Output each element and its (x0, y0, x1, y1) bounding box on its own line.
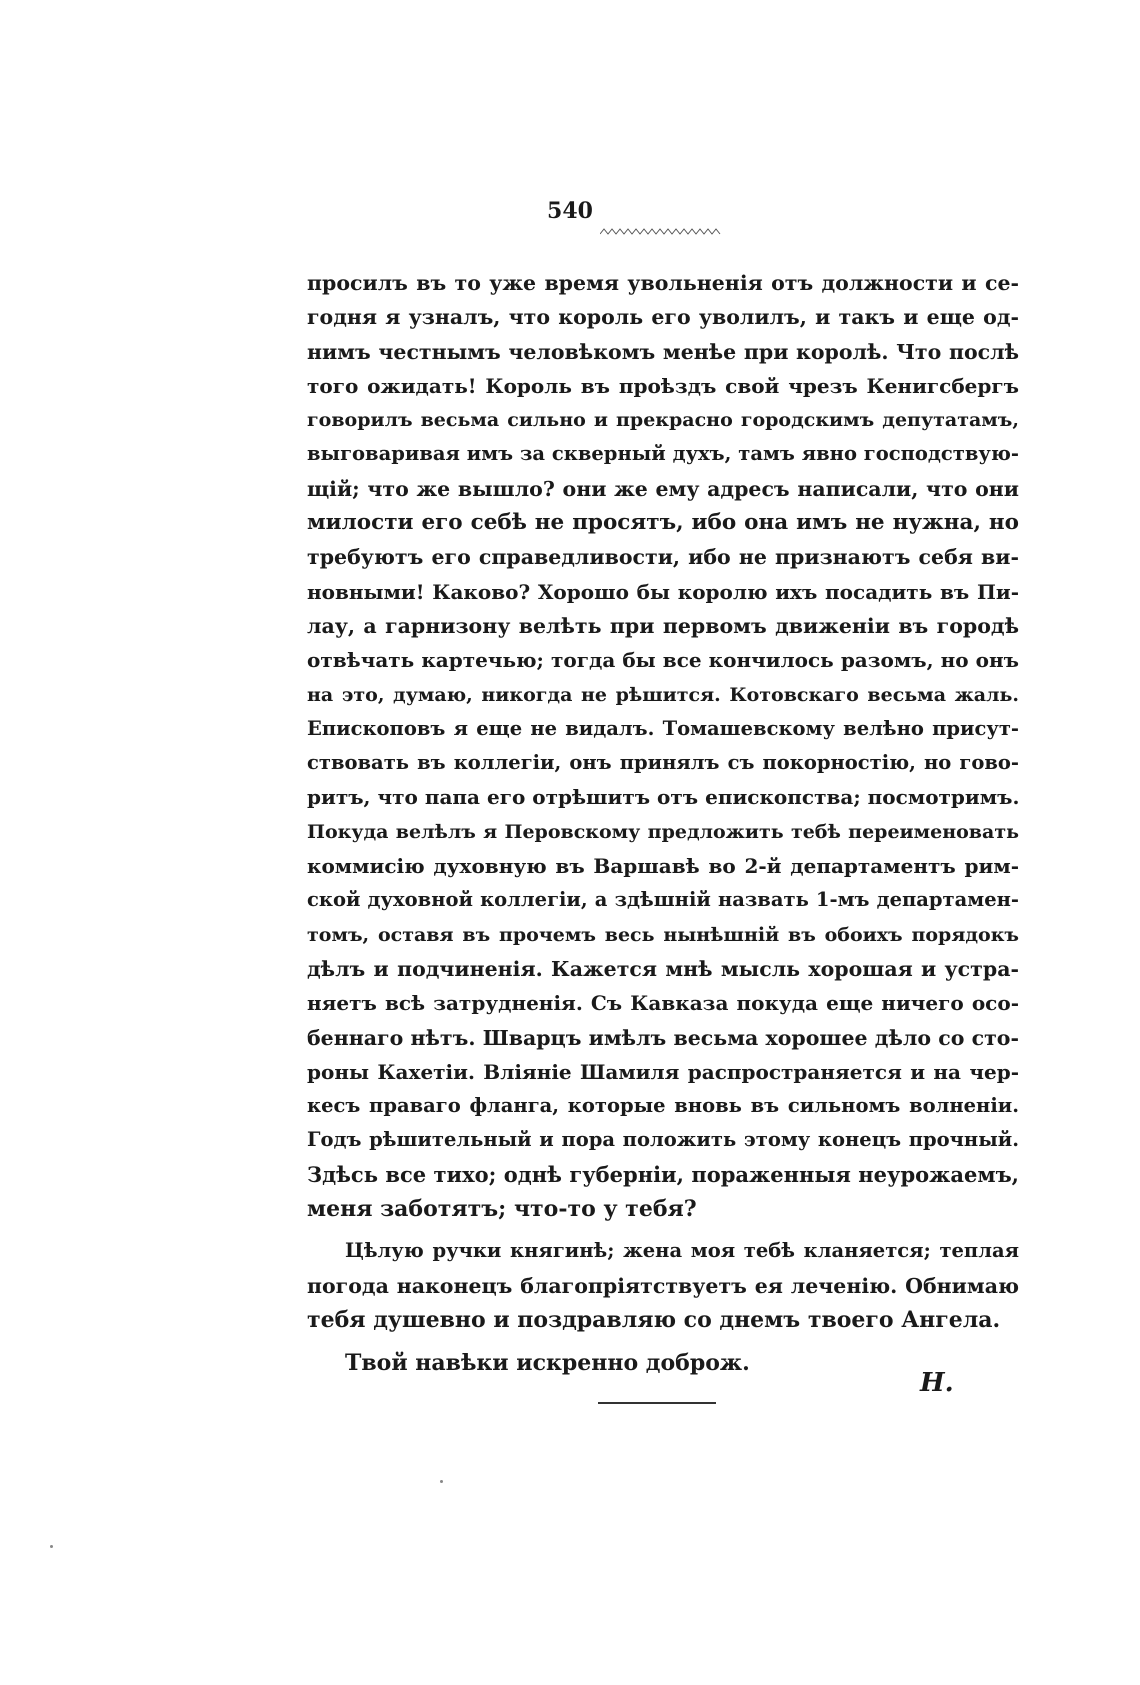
end-rule (598, 1402, 716, 1404)
text-line: Епископовъ я еще не видалъ. Томашевскому велѣно присут- (307, 716, 1019, 740)
text-line: нимъ честнымъ человѣкомъ менѣе при королѣ. Что послѣ (307, 339, 1019, 364)
text-line: того ожидать! Король въ проѣздъ свой чрезъ Кенигсбергъ (307, 373, 1019, 398)
page-number-ornament (600, 226, 724, 236)
text-line: беннаго нѣтъ. Шварцъ имѣлъ весьма хорошее дѣло со сто- (307, 1025, 1019, 1050)
text-line: лау, а гарнизону велѣть при первомъ движеніи въ городѣ (307, 613, 1019, 638)
text-line: ствовать въ коллегіи, онъ принялъ съ покорностію, но гово- (307, 751, 1019, 775)
text-line: роны Кахетіи. Вліяніе Шамиля распространяется и на чер- (307, 1059, 1019, 1084)
text-line: ской духовной коллегіи, а здѣшній назвать 1-мъ департамен- (307, 888, 1019, 912)
text-line: выговаривая имъ за скверный духъ, тамъ явно господствую- (307, 442, 1019, 466)
text-line: Годъ рѣшительный и пора положить этому конецъ прочный. (307, 1128, 1019, 1152)
text-line: Здѣсь все тихо; однѣ губерніи, пораженныя неурожаемъ, (307, 1161, 1019, 1187)
text-line: кесъ праваго фланга, которые вновь въ сильномъ волненіи. (307, 1094, 1019, 1118)
text-line: годня я узналъ, что король его уволилъ, и такъ и еще од- (307, 305, 1019, 330)
text-line: тебя душевно и поздравляю со днемъ твоего Ангела. (307, 1306, 1001, 1333)
text-line: просилъ въ то уже время увольненія отъ должности и се- (307, 271, 1019, 295)
paragraph-2 (307, 1234, 1019, 1337)
margin-speck (50, 1545, 53, 1548)
closing-salutation: Твой навѣки искренно доброж. (345, 1350, 750, 1376)
signature: Н. (920, 1368, 954, 1398)
text-line: погода наконецъ благопріятствуетъ ея леченію. Обнимаю (307, 1273, 1019, 1298)
text-line: на это, думаю, никогда не рѣшится. Котовскаго весьма жаль. (307, 683, 1019, 706)
paragraph-1 (307, 266, 1019, 1226)
text-line: Цѣлую ручки княгинѣ; жена моя тебѣ кланяется; теплая (345, 1239, 1019, 1263)
letter-body (307, 266, 1019, 1337)
closing-block (345, 1346, 985, 1386)
text-line: милости его себѣ не просятъ, ибо она имъ не нужна, но (307, 510, 1019, 536)
text-line: меня заботятъ; что-то у тебя? (307, 1196, 697, 1223)
text-line: Покуда велѣлъ я Перовскому предложить тебѣ переименовать (307, 820, 1019, 843)
text-line: дѣлъ и подчиненія. Кажется мнѣ мысль хорошая и устра- (307, 956, 1019, 981)
text-line: говорилъ весьма сильно и прекрасно городскимъ депутатамъ, (307, 409, 1019, 432)
text-line: требуютъ его справедливости, ибо не признаютъ себя ви- (307, 545, 1019, 570)
text-line: новными! Каково? Хорошо бы королю ихъ посадить въ Пи- (307, 579, 1019, 604)
text-line: щій; что же вышло? они же ему адресъ написали, что они (307, 476, 1019, 501)
page-number: 540 (547, 198, 593, 224)
margin-speck (440, 1480, 443, 1483)
text-line: коммисію духовную въ Варшавѣ во 2-й департаментъ рим- (307, 854, 1019, 879)
text-line: ритъ, что папа его отрѣшитъ отъ епископства; посмотримъ. (307, 785, 1020, 810)
text-line: отвѣчать картечью; тогда бы все кончилось разомъ, но онъ (307, 648, 1019, 673)
text-line: томъ, оставя въ прочемъ весь нынѣшній въ обоихъ порядокъ (307, 923, 1019, 946)
text-line: няетъ всѣ затрудненія. Съ Кавказа покуда еще ничего осо- (307, 991, 1019, 1016)
